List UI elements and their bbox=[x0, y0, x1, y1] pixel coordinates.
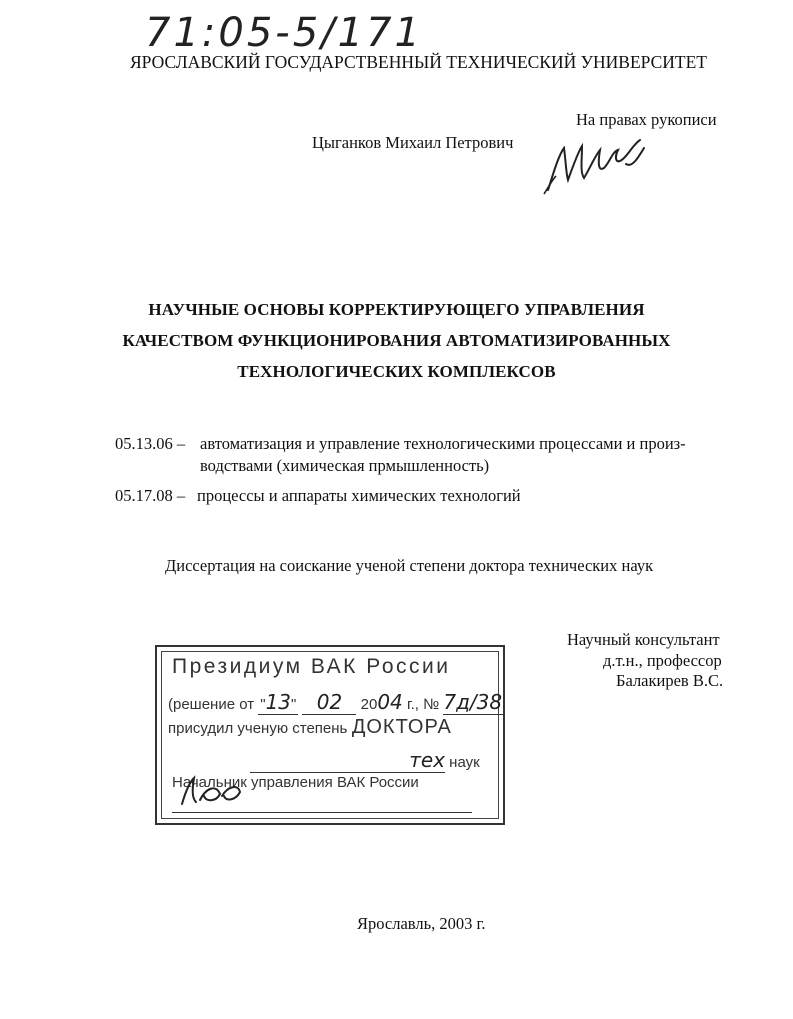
stamp-number: 7д/38 bbox=[443, 690, 503, 714]
stamp-decision-prefix: (решение от bbox=[168, 696, 255, 713]
title-line-1: НАУЧНЫЕ ОСНОВЫ КОРРЕКТИРУЮЩЕГО УПРАВЛЕНИЯ bbox=[148, 300, 645, 319]
consultant-name: Балакирев В.С. bbox=[616, 671, 724, 690]
specialty-1-text-line1: автоматизация и управление технологическими процессами и произ- bbox=[200, 434, 686, 453]
stamp-awarded: присудил ученую степень bbox=[168, 720, 348, 737]
dissertation-type: Диссертация на соискание ученой степени доктора технических наук bbox=[165, 556, 654, 575]
stamp-head-label: Начальник управления ВАК России bbox=[172, 774, 419, 791]
archive-code: 71:05-5/171 bbox=[145, 10, 423, 56]
specialty-2-text: процессы и аппараты химических технологий bbox=[197, 486, 521, 505]
stamp-year-suffix: 04 bbox=[377, 690, 403, 714]
stamp-field-line bbox=[250, 748, 480, 773]
stamp-year-label: г., № bbox=[406, 696, 440, 713]
stamp-head-signature bbox=[176, 770, 246, 810]
manuscript-rights: На правах рукописи bbox=[576, 110, 717, 129]
stamp-day: 13 bbox=[265, 690, 292, 714]
city-year: Ярославль, 2003 г. bbox=[357, 914, 486, 933]
stamp-signature-underline bbox=[172, 812, 472, 813]
specialty-1-code: 05.13.06 – bbox=[115, 434, 186, 453]
stamp-title: Президиум ВАК России bbox=[172, 655, 451, 678]
title-line-2: КАЧЕСТВОМ ФУНКЦИОНИРОВАНИЯ АВТОМАТИЗИРОВАННЫХ bbox=[122, 331, 671, 350]
author-name: Цыганков Михаил Петрович bbox=[312, 133, 514, 152]
stamp-month: 02 bbox=[316, 690, 343, 714]
author-signature bbox=[540, 128, 660, 198]
specialty-2-code: 05.17.08 – bbox=[115, 486, 186, 505]
consultant-degree: д.т.н., профессор bbox=[603, 651, 722, 670]
specialty-1-text-line2: водствами (химическая прмышленность) bbox=[200, 456, 490, 475]
stamp-degree: ДОКТОРА bbox=[351, 716, 452, 738]
consultant-role: Научный консультант bbox=[567, 630, 720, 649]
stamp-year-prefix: 20 bbox=[360, 696, 378, 713]
stamp-field-hw: тех bbox=[409, 748, 445, 772]
university-name: ЯРОСЛАВСКИЙ ГОСУДАРСТВЕННЫЙ ТЕХНИЧЕСКИЙ УНИВЕРСИТЕТ bbox=[130, 52, 707, 72]
stamp-field-suffix: наук bbox=[449, 754, 480, 771]
stamp-awarded-line bbox=[168, 716, 452, 739]
title-line-3: ТЕХНОЛОГИЧЕСКИХ КОМПЛЕКСОВ bbox=[237, 362, 556, 381]
stamp-decision-line: (решение от "13" 02 2004 г., № 7д/38 bbox=[168, 690, 503, 714]
